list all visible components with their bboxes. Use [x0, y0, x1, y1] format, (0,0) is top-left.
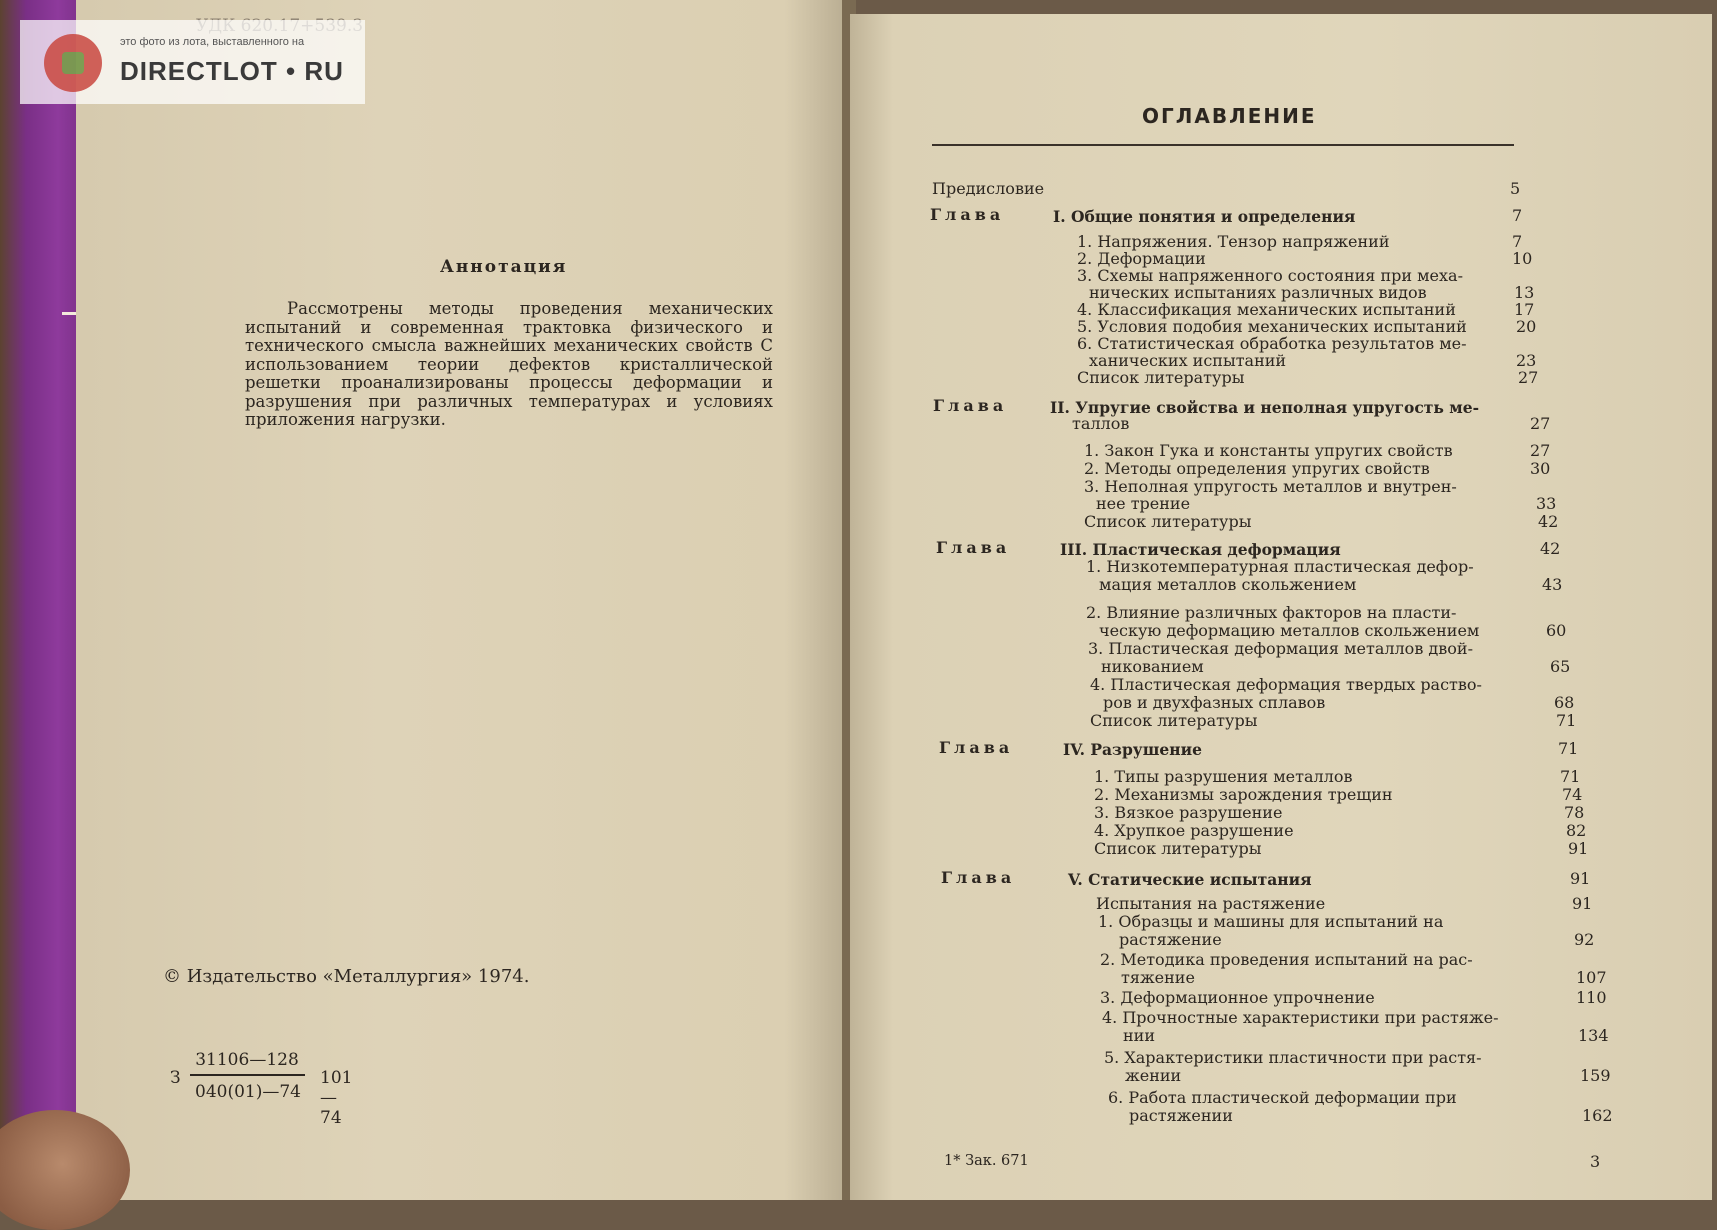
toc-entry: 3. Схемы напряженного состояния при меха- [1077, 266, 1463, 285]
toc-entry: 1. Напряжения. Тензор напряжений [1077, 232, 1390, 251]
toc-page-number: 74 [1562, 785, 1583, 804]
toc-entry: 4. Пластическая деформация твердых раство- [1090, 675, 1482, 694]
page-number: 3 [1590, 1152, 1601, 1171]
toc-entry: ханических испытаний [1089, 351, 1287, 370]
annotation-title: Аннотация [440, 257, 568, 277]
toc-page-number: 60 [1546, 621, 1567, 640]
toc-entry: Список литературы [1090, 711, 1258, 730]
watermark-brand: DIRECTLOT • RU [120, 56, 344, 86]
toc-page-number: 20 [1516, 317, 1537, 336]
toc-entry: 2. Методы определения упругих свойств [1084, 459, 1430, 478]
toc-page-number: 7 [1512, 232, 1523, 251]
chapter-title: II. Упругие свойства и неполная упругость ме- [1050, 398, 1480, 417]
toc-page-number: 10 [1512, 249, 1533, 268]
toc-entry: 6. Статистическая обработка результатов ме- [1077, 334, 1467, 353]
toc-entry: нии [1123, 1026, 1155, 1045]
toc-entry: 3. Деформационное упрочнение [1100, 988, 1375, 1007]
toc-entry: нических испытаниях различных видов [1089, 283, 1427, 302]
toc-page-number: 71 [1560, 767, 1581, 786]
toc-entry: растяжение [1119, 930, 1222, 949]
toc-entry: 4. Классификация механических испытаний [1077, 300, 1456, 319]
toc-page-number: 5 [1510, 179, 1521, 198]
toc-page-number: 107 [1576, 968, 1607, 987]
toc-page-number: 92 [1574, 930, 1595, 949]
chapter-title: V. Статические испытания [1068, 870, 1312, 889]
fraction-bar [190, 1074, 305, 1076]
toc-entry: тяжение [1121, 968, 1195, 987]
toc-entry: мация металлов скольжением [1099, 575, 1357, 594]
chapter-title: I. Общие понятия и определения [1053, 207, 1356, 226]
chapter-label: Глава [933, 396, 1008, 415]
toc-title: ОГЛАВЛЕНИЕ [1142, 104, 1317, 128]
toc-entry: нее трение [1096, 494, 1191, 513]
chapter-label: Глава [939, 738, 1014, 757]
toc-page-number: 68 [1554, 693, 1575, 712]
toc-entry: 3. Неполная упругость металлов и внутрен- [1084, 477, 1457, 496]
toc-page-number: 71 [1558, 739, 1579, 758]
code-denominator: 040(01)—74 [195, 1082, 301, 1102]
toc-entry: ческую деформацию металлов скольжением [1099, 621, 1480, 640]
toc-page-number: 78 [1564, 803, 1585, 822]
toc-page-number: 7 [1512, 206, 1523, 225]
toc-page-number: 27 [1518, 368, 1539, 387]
toc-entry: Список литературы [1094, 839, 1262, 858]
chapter-title: IV. Разрушение [1063, 740, 1202, 759]
print-order: 1* Зак. 671 [944, 1153, 1029, 1169]
toc-entry: 6. Работа пластической деформации при [1108, 1088, 1457, 1107]
toc-entry: Список литературы [1077, 368, 1245, 387]
toc-entry: Предисловие [932, 179, 1045, 198]
chapter-label: Глава [930, 205, 1005, 224]
toc-page-number: 23 [1516, 351, 1537, 370]
toc-page-number: 162 [1582, 1106, 1613, 1125]
toc-entry: 2. Методика проведения испытаний на рас- [1100, 950, 1473, 969]
toc-entry: 3. Вязкое разрушение [1094, 803, 1283, 822]
toc-page-number: 91 [1570, 869, 1591, 888]
code-prefix: З [170, 1068, 181, 1088]
toc-page-number: 91 [1568, 839, 1589, 858]
toc-entry: таллов [1072, 414, 1130, 433]
toc-entry: 3. Пластическая деформация металлов двой- [1088, 639, 1473, 658]
toc-page-number: 65 [1550, 657, 1571, 676]
toc-page-number: 30 [1530, 459, 1551, 478]
toc-page-number: 27 [1530, 441, 1551, 460]
toc-page-number: 17 [1514, 300, 1535, 319]
toc-page-number: 13 [1514, 283, 1535, 302]
toc-entry: 1. Образцы и машины для испытаний на [1098, 912, 1444, 931]
toc-page-number: 82 [1566, 821, 1587, 840]
toc-entry: 1. Типы разрушения металлов [1094, 767, 1353, 786]
toc-entry: 1. Закон Гука и константы упругих свойств [1084, 441, 1453, 460]
watermark [20, 20, 365, 104]
toc-entry: 2. Влияние различных факторов на пласти- [1086, 603, 1457, 622]
chapter-label: Глава [941, 868, 1016, 887]
left-page [76, 0, 846, 1200]
toc-entry: никованием [1101, 657, 1204, 676]
toc-entry: ров и двухфазных сплавов [1103, 693, 1326, 712]
toc-entry: 5. Условия подобия механических испытаний [1077, 317, 1467, 336]
watermark-caption: это фото из лота, выставленного на [120, 36, 305, 48]
chapter-label: Глава [936, 538, 1011, 557]
toc-entry: 4. Прочностные характеристики при растяже- [1102, 1008, 1499, 1027]
toc-page-number: 91 [1572, 894, 1593, 913]
code-numerator: 31106—128 [195, 1050, 299, 1070]
toc-page-number: 27 [1530, 414, 1551, 433]
toc-entry: 2. Деформации [1077, 249, 1206, 268]
toc-page-number: 159 [1580, 1066, 1611, 1085]
toc-entry: жении [1125, 1066, 1182, 1085]
toc-entry: 1. Низкотемпературная пластическая дефор- [1086, 557, 1474, 576]
toc-page-number: 71 [1556, 711, 1577, 730]
chapter-title: III. Пластическая деформация [1060, 540, 1341, 559]
toc-entry: 4. Хрупкое разрушение [1094, 821, 1294, 840]
toc-entry: растяжении [1129, 1106, 1233, 1125]
toc-entry: Испытания на растяжение [1096, 894, 1326, 913]
toc-page-number: 134 [1578, 1026, 1609, 1045]
squirrel-logo-icon [44, 34, 102, 92]
toc-entry: 2. Механизмы зарождения трещин [1094, 785, 1393, 804]
code-suffix: 101—74 [320, 1068, 353, 1128]
toc-entry: Список литературы [1084, 512, 1252, 531]
toc-page-number: 42 [1538, 512, 1559, 531]
annotation-text: Рассмотрены методы проведения механических испытаний и современная трактовка физического и технического смысла важнейших механических свойств С использованием теории дефектов кристаллической решетки проанализированы процессы деформации и разрушения при различных температурах и условиях приложения нагрузки. [245, 299, 773, 429]
toc-page-number: 110 [1576, 988, 1607, 1007]
toc-page-number: 42 [1540, 539, 1561, 558]
toc-entry: 5. Характеристики пластичности при растя- [1104, 1048, 1482, 1067]
toc-page-number: 43 [1542, 575, 1563, 594]
toc-page-number: 33 [1536, 494, 1557, 513]
toc-divider [932, 144, 1514, 146]
copyright: © Издательство «Металлургия» 1974. [163, 966, 530, 987]
